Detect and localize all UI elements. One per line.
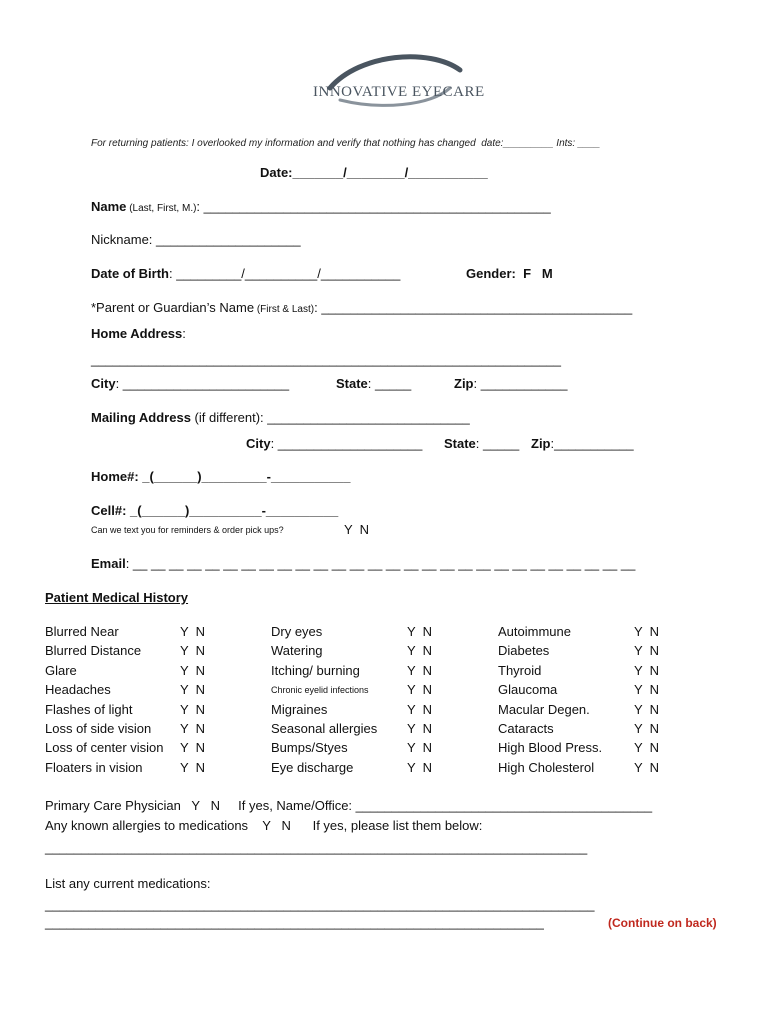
history-item-yn[interactable]: Y N xyxy=(180,759,206,775)
history-item-label: Dry eyes xyxy=(271,624,323,639)
text-reminder-yn[interactable]: Y N xyxy=(344,522,370,537)
allergies-blank[interactable]: ___________________________________________________________________________ xyxy=(45,840,588,855)
home-address-label: Home Address: xyxy=(91,326,186,341)
guardian-label: *Parent or Guardian’s Name xyxy=(91,300,255,315)
name-label: Name xyxy=(91,199,127,214)
history-item-label: High Blood Press. xyxy=(498,740,603,756)
history-item-label: Floaters in vision xyxy=(45,759,143,775)
history-item-yn[interactable]: Y N xyxy=(634,759,660,775)
city-field[interactable]: City: _______________________ xyxy=(91,376,290,391)
history-item-yn[interactable]: Y N xyxy=(407,643,433,659)
medications-blank-2[interactable]: _____________________________________________________________________ xyxy=(45,915,544,930)
history-item-label: Bumps/Styes xyxy=(271,740,348,756)
history-item-label: Macular Degen. xyxy=(498,701,590,717)
history-item-label: Blurred Distance xyxy=(45,643,142,659)
history-item-yn[interactable]: Y N xyxy=(634,701,660,717)
home-address-field[interactable]: _________________________________________________________________ xyxy=(91,352,561,367)
history-item-label: Autoimmune xyxy=(498,624,571,639)
history-item-label: Itching/ burning xyxy=(271,662,360,678)
history-item-label: Glare xyxy=(45,662,77,678)
history-item-label: Cataracts xyxy=(498,721,554,736)
history-item-yn[interactable]: Y N xyxy=(407,624,433,639)
state-field[interactable]: State: _____ xyxy=(336,376,412,391)
history-item-yn[interactable]: Y N xyxy=(180,682,206,698)
history-item-yn[interactable]: Y N xyxy=(180,740,206,756)
history-item-yn[interactable]: Y N xyxy=(634,740,660,756)
email-field[interactable]: Email: __ __ __ __ __ __ __ __ __ __ __ __ __ __ __ __ __ __ __ __ __ __ __ __ __ __ __ __ xyxy=(91,556,636,571)
history-item-yn[interactable]: Y N xyxy=(180,662,206,678)
guardian-line: : ___________________________________________ xyxy=(314,300,633,315)
dob-label: Date of Birth xyxy=(91,266,169,281)
history-item-yn[interactable]: Y N xyxy=(180,721,206,736)
history-item-label: Diabetes xyxy=(498,643,550,659)
continue-on-back: (Continue on back) xyxy=(608,916,717,930)
guardian-field[interactable] xyxy=(91,300,632,315)
history-item-yn[interactable]: Y N xyxy=(180,624,206,639)
date-field[interactable]: Date:_______/________/___________ xyxy=(260,165,488,180)
mailing-city-field[interactable]: City: ____________________ xyxy=(246,436,423,451)
dob-line: : _________/__________/___________ xyxy=(169,266,401,281)
history-item-yn[interactable]: Y N xyxy=(180,643,206,659)
gender-field[interactable]: Gender: F M xyxy=(466,266,553,281)
logo-text: INNOVATIVE EYECARE xyxy=(313,84,485,100)
history-item-label: Seasonal allergies xyxy=(271,721,378,736)
history-item-yn[interactable]: Y N xyxy=(407,701,433,717)
history-item-label: Chronic eyelid infections xyxy=(271,685,369,696)
dob-field[interactable] xyxy=(91,266,400,281)
logo-swoosh xyxy=(300,48,480,118)
name-field[interactable] xyxy=(91,199,551,214)
guardian-hint: (First & Last) xyxy=(254,304,315,315)
history-item-label: Glaucoma xyxy=(498,682,558,698)
history-item-label: Thyroid xyxy=(498,662,542,678)
history-item-label: Loss of center vision xyxy=(45,740,164,756)
name-line: : ________________________________________________ xyxy=(196,199,551,214)
history-item-yn[interactable]: Y N xyxy=(634,643,660,659)
name-hint: (Last, First, M.) xyxy=(126,203,197,214)
allergies-question[interactable]: Any known allergies to medications Y N If yes, please list them below: xyxy=(45,818,483,833)
history-item-yn[interactable]: Y N xyxy=(407,682,433,698)
history-item-yn[interactable]: Y N xyxy=(407,721,433,736)
medications-label: List any current medications: xyxy=(45,876,211,891)
mailing-address-field[interactable]: Mailing Address (if different): ____________________________ xyxy=(91,410,470,425)
history-item-label: Migraines xyxy=(271,701,328,717)
text-reminder-question: Can we text you for reminders & order pick ups? xyxy=(91,525,284,535)
medical-history-title: Patient Medical History xyxy=(45,590,189,605)
mailing-state-field[interactable]: State: _____ xyxy=(444,436,520,451)
history-item-yn[interactable]: Y N xyxy=(180,701,206,717)
cell-phone-field[interactable]: Cell#: _(______)__________-__________ xyxy=(91,503,339,518)
history-item-yn[interactable]: Y N xyxy=(407,662,433,678)
history-item-label: Blurred Near xyxy=(45,624,119,639)
history-item-label: Flashes of light xyxy=(45,701,133,717)
mailing-zip-field[interactable]: Zip:___________ xyxy=(531,436,634,451)
nickname-field[interactable]: Nickname: ____________________ xyxy=(91,232,301,247)
history-item-yn[interactable]: Y N xyxy=(407,740,433,756)
history-item-yn[interactable]: Y N xyxy=(634,721,660,736)
history-item-yn[interactable]: Y N xyxy=(634,662,660,678)
zip-field[interactable]: Zip: ____________ xyxy=(454,376,568,391)
history-item-yn[interactable]: Y N xyxy=(634,624,660,639)
home-phone-field[interactable]: Home#: _(______)_________-___________ xyxy=(91,469,351,484)
medications-blank-1[interactable]: ____________________________________________________________________________ xyxy=(45,897,595,912)
returning-patient-note: For returning patients: I overlooked my information and verify that nothing has changed date:_________ Ints: ____ xyxy=(91,138,601,149)
history-item-yn[interactable]: Y N xyxy=(634,682,660,698)
history-item-label: Eye discharge xyxy=(271,759,354,775)
history-item-yn[interactable]: Y N xyxy=(407,759,433,775)
history-item-label: High Cholesterol xyxy=(498,759,595,775)
history-item-label: Loss of side vision xyxy=(45,721,152,736)
history-item-label: Watering xyxy=(271,643,323,659)
history-item-label: Headaches xyxy=(45,682,111,698)
primary-care-physician-field[interactable]: Primary Care Physician Y N If yes, Name/Office: _________________________________________ xyxy=(45,798,653,813)
